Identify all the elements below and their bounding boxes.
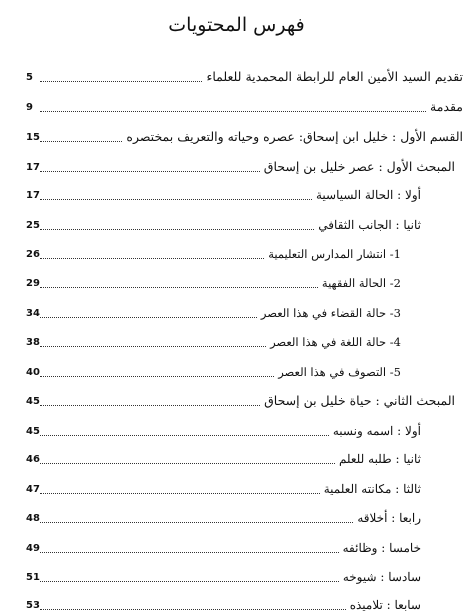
toc-entry-title: خامسا : وظائفه <box>342 541 421 555</box>
toc-entry <box>0 536 473 556</box>
toc-entry-title: رابعا : أخلاقه <box>357 511 421 525</box>
toc-entry-title: أولا : اسمه ونسبه <box>332 424 421 438</box>
toc-leader-dots <box>40 81 202 82</box>
toc-entry-title: سابعا : تلاميذه <box>349 598 421 612</box>
toc-page-number: 17 <box>26 190 40 201</box>
toc-entry-title: ثانيا : طلبه للعلم <box>338 452 421 466</box>
toc-page-number: 51 <box>26 572 40 583</box>
toc-entry-title: المبحث الثاني : حياة خليل بن إسحاق <box>264 393 455 408</box>
toc-page-number: 45 <box>26 396 40 407</box>
toc-entry-title: ثانيا : الجانب الثقافي <box>318 218 421 232</box>
toc-page-number: 48 <box>26 513 40 524</box>
toc-leader-dots <box>40 522 353 523</box>
toc-entry <box>0 477 473 497</box>
toc-page-number: 17 <box>26 162 40 173</box>
toc-entry-title: مقدمة <box>430 99 463 114</box>
toc-entry <box>0 506 473 526</box>
toc-leader-dots <box>40 552 339 553</box>
toc-page-number: 5 <box>26 72 33 83</box>
toc-entry-title: 1- انتشار المدارس التعليمية <box>268 247 401 261</box>
page-title: فهرس المحتويات <box>168 14 305 36</box>
toc-entry-title: 5- التصوف في هذا العصر <box>278 365 401 379</box>
toc-entry <box>0 419 473 439</box>
toc-page-number: 53 <box>26 600 40 611</box>
toc-leader-dots <box>40 171 260 172</box>
toc-page-number: 29 <box>26 278 40 289</box>
toc-entry-title: 4- حالة اللغة في هذا العصر <box>270 335 401 349</box>
toc-page-number: 34 <box>26 308 40 319</box>
toc-entry <box>0 301 473 321</box>
toc-entry <box>0 213 473 233</box>
toc-leader-dots <box>40 346 266 347</box>
toc-leader-dots <box>40 376 274 377</box>
toc-entry <box>0 593 473 613</box>
toc-entry <box>0 125 473 145</box>
toc-entry-title: أولا : الحالة السياسية <box>315 188 421 202</box>
toc-leader-dots <box>40 229 314 230</box>
toc-entry <box>0 242 473 262</box>
toc-entry <box>0 95 473 115</box>
toc-entry <box>0 360 473 380</box>
toc-entry <box>0 65 473 85</box>
toc-leader-dots <box>40 287 318 288</box>
toc-leader-dots <box>40 581 339 582</box>
toc-page-number: 46 <box>26 454 40 465</box>
toc-page-number: 15 <box>26 132 40 143</box>
toc-page-number: 9 <box>26 102 33 113</box>
toc-entry-title: ثالثا : مكانته العلمية <box>323 482 421 496</box>
toc-entry-title: القسم الأول : خليل ابن إسحاق: عصره وحياته والتعريف بمختصره <box>126 129 463 144</box>
toc-leader-dots <box>40 258 264 259</box>
toc-page-number: 49 <box>26 543 40 554</box>
toc-entry <box>0 271 473 291</box>
toc-leader-dots <box>40 199 312 200</box>
toc-entry <box>0 330 473 350</box>
toc-leader-dots <box>40 405 260 406</box>
toc-leader-dots <box>40 111 426 112</box>
toc-page-number: 25 <box>26 220 40 231</box>
toc-leader-dots <box>40 463 335 464</box>
toc-leader-dots <box>40 435 329 436</box>
toc-page-number: 38 <box>26 337 40 348</box>
toc-leader-dots <box>40 317 257 318</box>
toc-page-number: 40 <box>26 367 40 378</box>
toc-entry <box>0 183 473 203</box>
toc-entry-title: 2- الحالة الفقهية <box>321 276 401 290</box>
toc-entry <box>0 389 473 409</box>
toc-entry-title: سادسا : شيوخه <box>342 570 421 584</box>
toc-entry <box>0 155 473 175</box>
toc-leader-dots <box>40 493 320 494</box>
toc-entry-title: تقديم السيد الأمين العام للرابطة المحمدية للعلماء <box>206 69 463 84</box>
toc-leader-dots <box>40 141 122 142</box>
toc-entry-title: المبحث الأول : عصر خليل بن إسحاق <box>263 159 455 174</box>
toc-page-number: 45 <box>26 426 40 437</box>
toc-entry-title: 3- حالة القضاء في هذا العصر <box>260 306 401 320</box>
toc-entry <box>0 565 473 585</box>
toc-page-number: 47 <box>26 484 40 495</box>
toc-entry <box>0 447 473 467</box>
toc-page-number: 26 <box>26 249 40 260</box>
